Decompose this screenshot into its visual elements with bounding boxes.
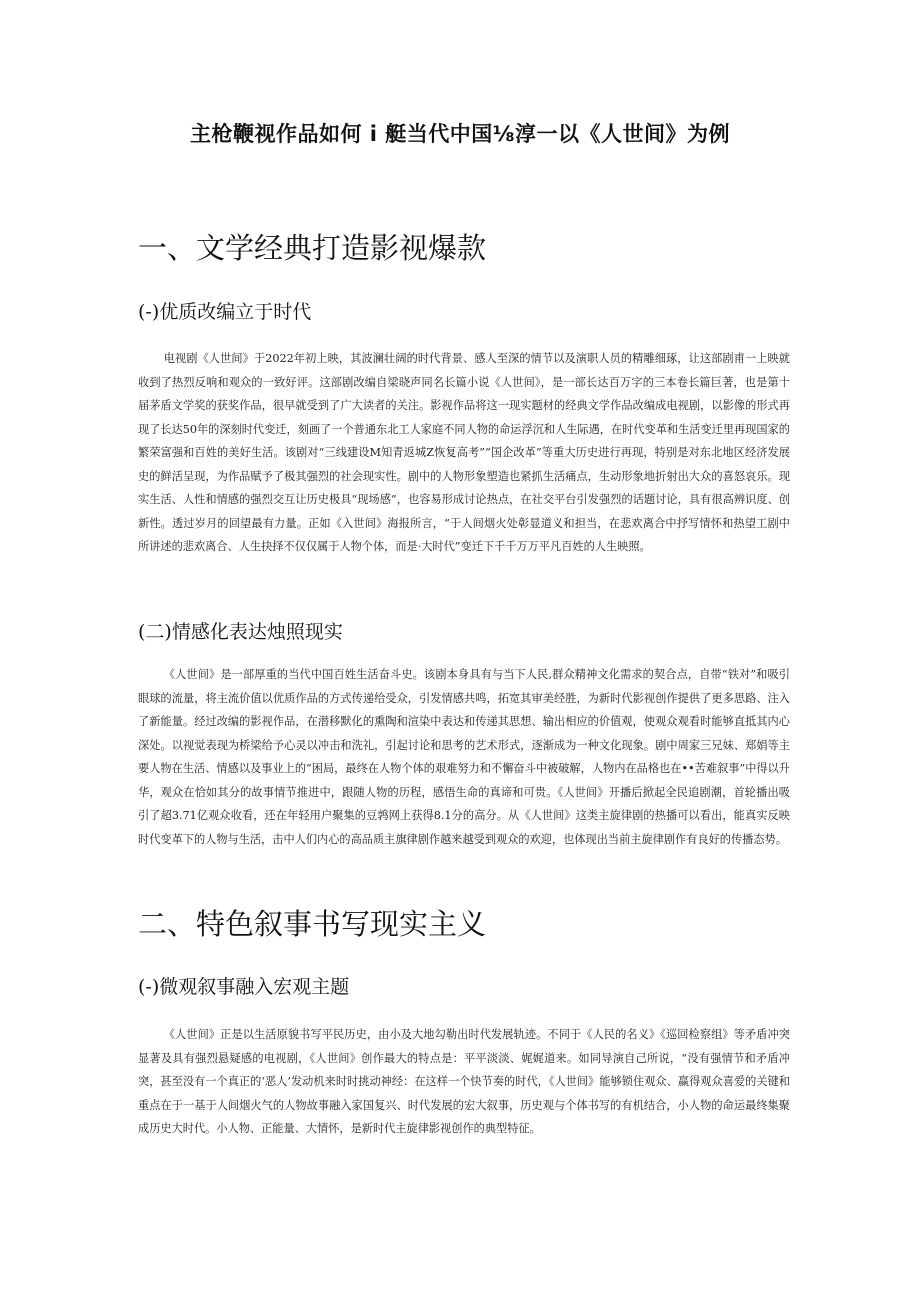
paragraph-1-1: 电视剧《人世间》于2022年初上映，其波澜壮阔的时代背景、感人至深的情节以及演职人员的精雕细琢，让这部剧甫一上映就收到了热烈反响和观众的一致好评。这部剧改编自梁晓声同名长篇小说《人世间》，是一部长达百万字的三本卷长篇巨著，也是第十届茅盾文学奖的获奖作品，很早就受到了广大读者的关注。影视作品将这一现实题材的经典文学作品改编成电视剧，以影像的形式再现了长达50年的深刻时代变迁，刻画了一个普通东北工人家庭不同人物的命运浮沉和人生际遇，在时代变革和生活变迁里再现国家的繁荣富强和百姓的美好生活。该剧对“三线建设M知青返城Z恢复高考”“国企改革”等重大历史进行再现，特别是对东北地区经济发展史的鲜活呈现，为作品赋予了极其强烈的社会现实性。剧中的人物形象塑造也紧抓生活痛点，生动形象地折射出大众的喜怒哀乐。现实生活、人性和情感的强烈交互让历史极具“现场感”，也容易形成讨论热点，在社交平台引发强烈的话题讨论，具有很高辨识度、创新性。透过岁月的回望最有力量。正如《入世间》海报所言，“于人间烟火处彰显道义和担当，在悲欢离合中抒写情怀和热望工剧中所讲述的悲欢离合、人生抉择不仅仅属于人物个体，而是·大时代”变迁下千千万万平凡百姓的人生映照。 — [138, 352, 790, 553]
paragraph-1-2: 《人世间》是一部厚重的当代中国百姓生活奋斗史。该剧本身具有与当下人民,群众精神文化需求的契合点，自带“铁对”和吸引眼球的流量，将主流价值以优质作品的方式传递给受众，引发情感共鸣，拓宽其审美经胜，为新时代影视创作提供了更多思路、注入了新能量。经过改编的影视作品，在潜移默化的熏陶和渲染中表达和传递其思想、输出相应的价值观，使观众观看时能够直抵其内心深处。以视觉表现为桥梁给予心灵以冲击和洗礼，引起讨论和思考的艺术形式，逐渐成为一种文化现象。剧中周家三兄妹、郑娟等主要人物在生活、情感以及事业上的“困局，最终在人物个体的艰难努力和不懈奋斗中被破解，人物内在品格也在••苦难叙事”中得以升华，观众在恰如其分的故事情节推进中，跟随人物的历程，感悟生命的真谛和可贵。《人世间》开播后掀起全民追剧潮，首轮播出吸引了超3.71亿观众收看，还在年轻用户聚集的豆鹑网上获得8.1分的高分。从《人世间》这类主旋律剧的热播可以看出，能真实反映时代变革下的人物与生活，击中人们内心的高品质主旗律剧作越来越受到观众的欢迎，也体现出当前主旋律剧作有良好的传播态势。 — [138, 668, 790, 846]
document-title: 主枪鞭视作品如何 i 艇当代中国⅛淳一以《人世间》为例 — [189, 122, 731, 146]
subsection-heading-2-1: (-)微观叙事融入宏观主题 — [138, 976, 350, 998]
section-heading-2: 二、特色叙事书写现实主义 — [138, 907, 487, 941]
subsection-heading-1-2: (二)情感化表达烛照现实 — [138, 621, 343, 643]
section-heading-1: 一、文学经典打造影视爆款 — [138, 231, 487, 265]
subsection-heading-1-1: (-)优质改编立于时代 — [138, 301, 312, 323]
paragraph-2-1: 《人世间》正是以生活原貌书写平民历史，由小及大地勾勒出时代发展轨迹。不同于《人民的名义》《巡回检察组》等矛盾冲突显著及具有强烈悬疑感的电视剧，《人世间》创作最大的特点是：平平淡淡、娓娓道来。如同导演自己所说，“没有强情节和矛盾冲突，甚至没有一个真正的‘恶人’发动机来时时挑动神经：在这样一个快节奏的时代，《人世间》能够锁住观众、赢得观众喜爱的关键和重点在于一基于人间烟火气的人物故事融入家国复兴、时代发展的宏大叙事，历史观与个体书写的有机结合，小人物的命运最终集聚成历史大时代。小人物、正能量、大情怀，是新时代主旋律影视创作的典型特征。 — [138, 1028, 790, 1135]
